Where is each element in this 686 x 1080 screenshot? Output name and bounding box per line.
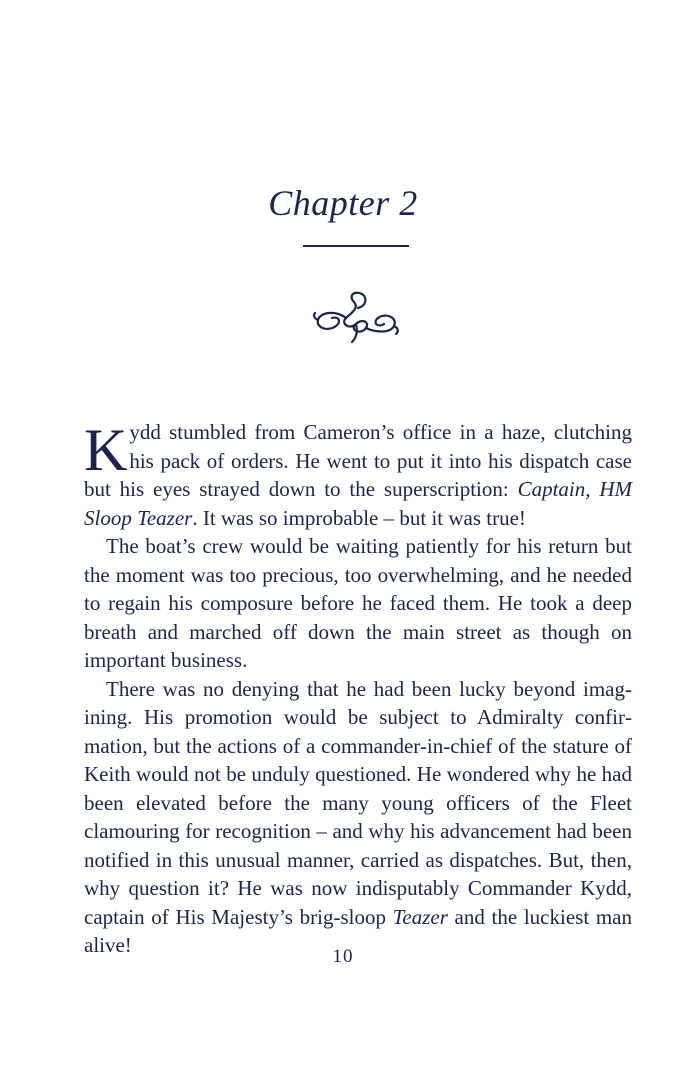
paragraph-2: The boat’s crew would be waiting patiently for his return but the moment was too precious, too overwhelming, and he needed to regain his composure before he faced them. He took a deep breath and marched off down the main street as though on important business. <box>84 534 632 672</box>
paragraph-1-text-b: . It was so improbable – but it was true! <box>192 505 526 530</box>
drop-cap-letter: K <box>84 417 128 483</box>
chapter-body-text <box>84 418 632 960</box>
flourish-ornament-icon <box>310 288 402 346</box>
paragraph-3 <box>84 675 632 960</box>
page-number: 10 <box>332 946 354 967</box>
paragraph-3-italic: Teazer <box>392 904 448 929</box>
paragraph-1-italic: Captain, HM Sloop Teazer <box>84 477 632 530</box>
chapter-title: Chapter 2 <box>268 183 418 223</box>
title-rule <box>303 245 409 247</box>
paragraph-1 <box>84 418 632 532</box>
paragraph-1-text-a: ydd stumbled from Cameron’s office in a haze, clutching his pack of orders. He went to put it into his dispatch case but his eyes strayed down to the superscription: <box>84 420 632 501</box>
paragraph-3-text-b: and the luckiest man alive! <box>84 904 632 957</box>
paragraph-3-text-a: There was no denying that he had been lucky beyond imagining. His promotion would be subject to Admiralty confirmation, but the actions of a commander-in-chief of the stature of Keith would not be unduly questioned. He wondered why he had been elevated before the many young officers of the Fleet clamouring for recognition – and why his advancement had been notified in this unusual manner, carried as dispatches. But, then, why question it? He was now indisputably Commander Kydd, captain of His Majesty’s brig-sloop <box>84 676 632 929</box>
